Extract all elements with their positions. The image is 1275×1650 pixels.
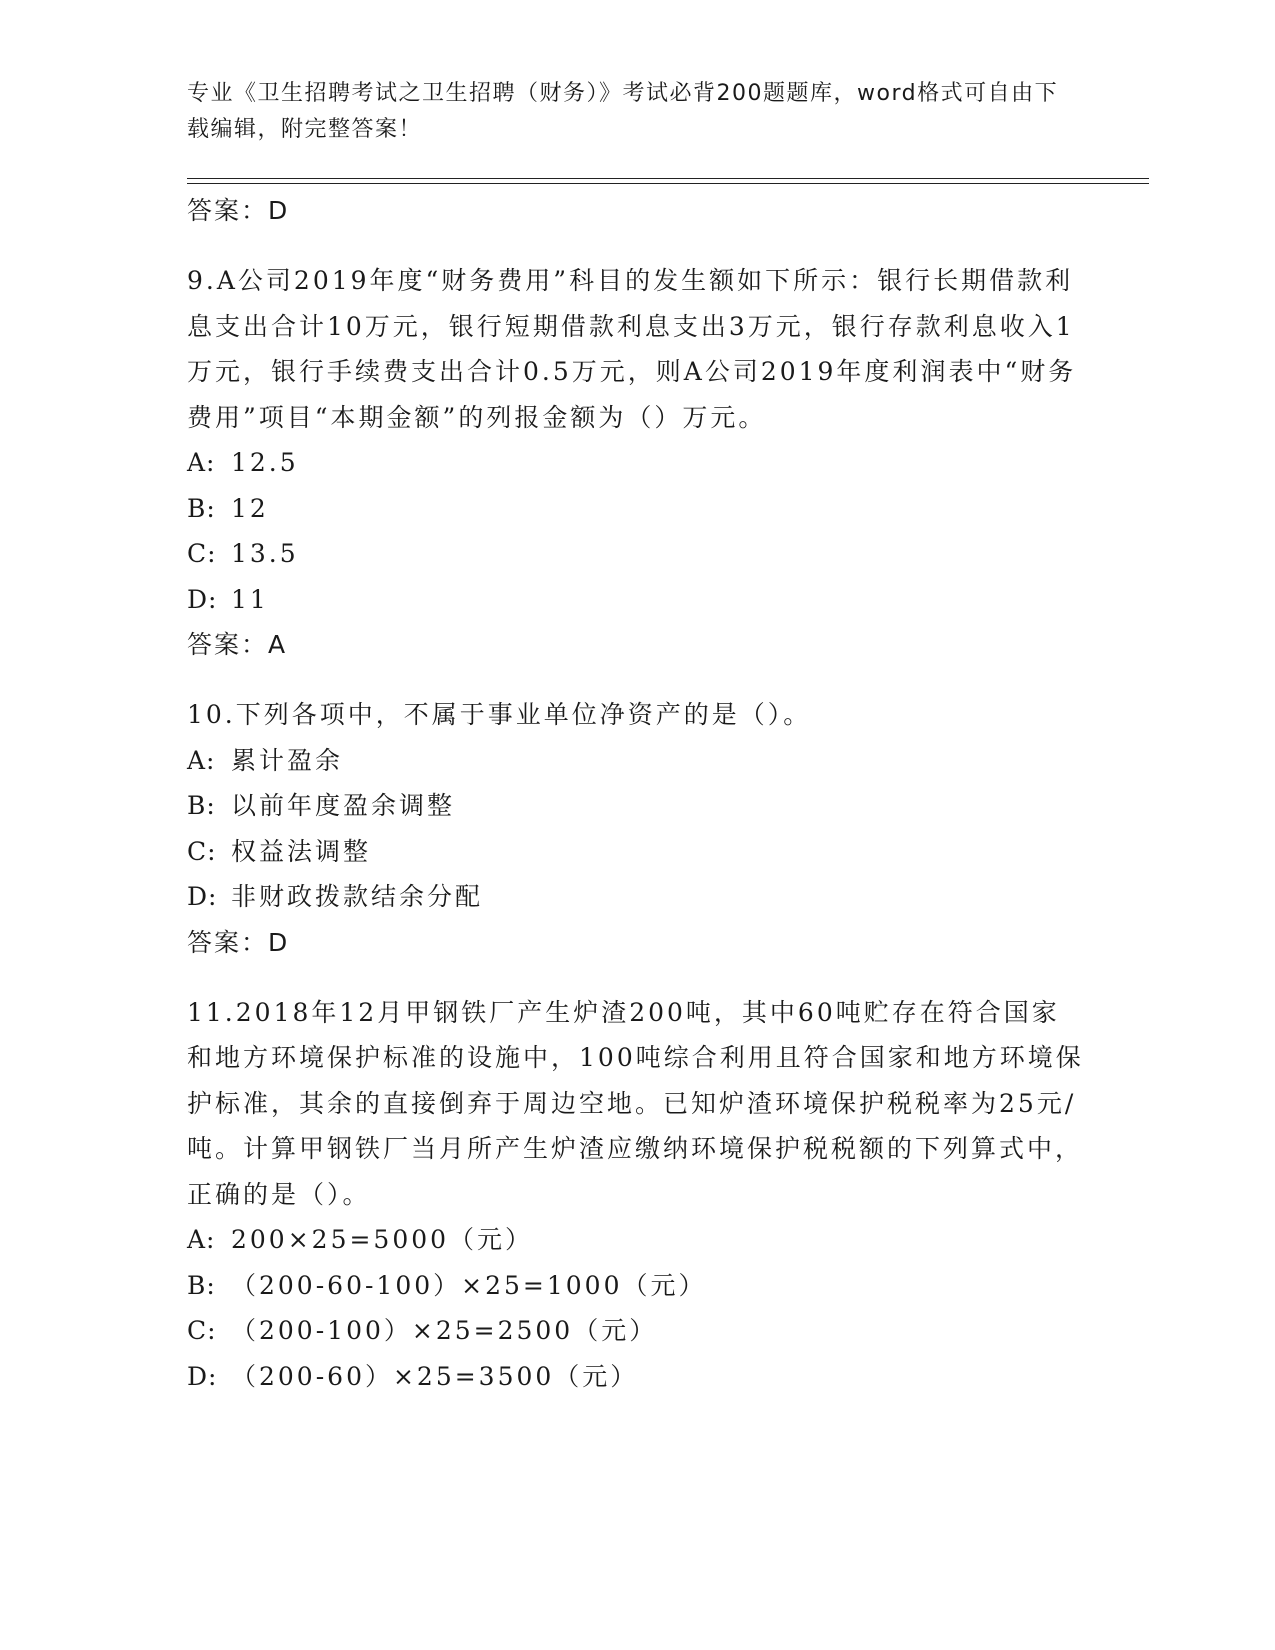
option-letter: C:: [187, 539, 217, 568]
option-c: [187, 531, 1087, 577]
answer-line: [187, 188, 1087, 234]
option-letter: B:: [187, 1270, 216, 1300]
option-text: 12.5: [231, 448, 299, 477]
option-a: [187, 440, 1087, 486]
option-text: （200-60-100）×25=1000（元）: [231, 1270, 707, 1300]
question-block: [187, 258, 1087, 668]
answer-value: A: [268, 630, 287, 659]
option-d: [187, 874, 1087, 920]
option-a: [187, 738, 1087, 784]
option-letter: A:: [187, 448, 216, 477]
option-text: 11: [231, 584, 269, 614]
option-letter: A:: [187, 745, 216, 775]
option-a: [187, 1217, 1087, 1263]
option-text: 权益法调整: [231, 836, 372, 866]
option-c: [187, 829, 1087, 875]
option-letter: C:: [187, 1316, 217, 1345]
option-text: 200×25=5000（元）: [231, 1225, 534, 1254]
answer-label: 答案：: [187, 927, 269, 957]
answer-line: [187, 622, 1087, 668]
option-text: （200-60）×25=3500（元）: [231, 1361, 639, 1391]
header-divider: [187, 178, 1149, 184]
question-block: [187, 692, 1087, 966]
answer-value: D: [268, 927, 289, 957]
option-text: 累计盈余: [231, 745, 344, 775]
option-text: 非财政拨款结余分配: [231, 882, 484, 911]
option-b: [187, 486, 1087, 532]
option-text: 12: [231, 493, 269, 523]
option-text: 以前年度盈余调整: [231, 791, 456, 820]
answer-label: 答案：: [187, 630, 269, 659]
answer-value: D: [268, 196, 289, 225]
document-body: [187, 188, 1087, 1399]
option-letter: D:: [187, 1361, 218, 1391]
option-d: [187, 1354, 1087, 1400]
option-letter: C:: [187, 836, 217, 866]
question-text: 11.2018年12月甲钢铁厂产生炉渣200吨，其中60吨贮存在符合国家和地方环境保护标准的设施中，100吨综合利用且符合国家和地方环境保护标准，其余的直接倒弃于周边空地。已知炉渣环境保护税税率为25元/吨。计算甲钢铁厂当月所产生炉渣应缴纳环境保护税税额的下列算式中，正确的是（）。: [187, 997, 1084, 1209]
option-text: （200-100）×25=2500（元）: [231, 1316, 658, 1345]
option-c: [187, 1308, 1087, 1354]
option-letter: A:: [187, 1225, 216, 1254]
option-b: [187, 783, 1087, 829]
question-text: 9.A公司2019年度“财务费用”科目的发生额如下所示：银行长期借款利息支出合计10万元，银行短期借款利息支出3万元，银行存款利息收入1万元，银行手续费支出合计0.5万元，则A公司2019年度利润表中“财务费用”项目“本期金额”的列报金额为（）万元。: [187, 266, 1077, 432]
option-text: 13.5: [231, 539, 299, 568]
question-text: 10.下列各项中，不属于事业单位净资产的是（）。: [187, 700, 812, 729]
option-b: [187, 1263, 1087, 1309]
option-letter: B:: [187, 791, 216, 820]
option-letter: B:: [187, 493, 216, 523]
question-block: [187, 990, 1087, 1400]
option-letter: D:: [187, 584, 218, 614]
option-d: [187, 577, 1087, 623]
page-header: 专业《卫生招聘考试之卫生招聘（财务）》考试必背200题题库，word格式可自由下载编辑，附完整答案！: [187, 81, 1059, 142]
option-letter: D:: [187, 882, 218, 911]
answer-line: [187, 920, 1087, 966]
answer-label: 答案：: [187, 196, 269, 225]
